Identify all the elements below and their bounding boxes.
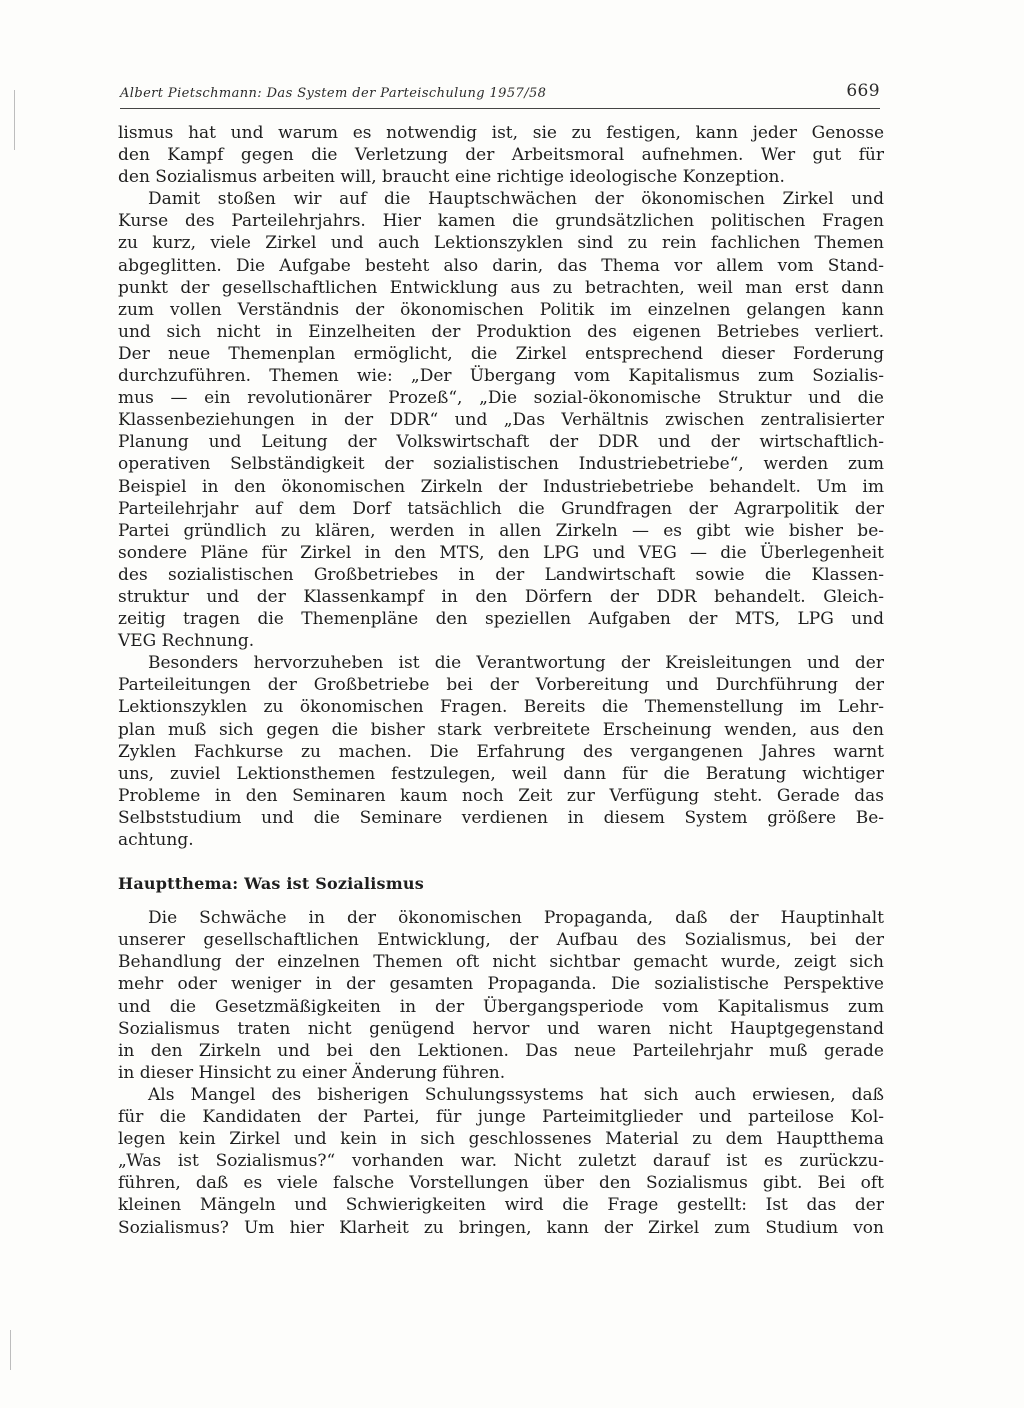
paragraph (118, 652, 884, 851)
running-title: Albert Pietschmann: Das System der Parteischulung 1957/58 (120, 86, 547, 101)
text-line: Klassenbeziehungen in der DDR“ und „Das Verhältnis zwischen zentralisierter (118, 410, 884, 431)
text-line: punkt der gesellschaftlichen Entwicklung aus zu betrachten, weil man erst dann (118, 277, 884, 298)
text-line: Kurse des Parteilehrjahrs. Hier kamen die grundsätzlichen politischen Fragen (118, 211, 884, 232)
text-line: in dieser Hinsicht zu einer Änderung führen. (118, 1062, 506, 1083)
running-header (120, 81, 880, 108)
text-line: uns, zuviel Lektionsthemen festzulegen, weil dann für die Beratung wichtiger (118, 763, 884, 784)
text-line: sondere Pläne für Zirkel in den MTS, den LPG und VEG — die Überlegenheit (118, 542, 884, 563)
text-line: Probleme in den Seminaren kaum noch Zeit zur Verfügung steht. Gerade das (118, 785, 884, 806)
text-line: zeitig tragen die Themenpläne den speziellen Aufgaben der MTS, LPG und (118, 609, 884, 630)
text-line: des sozialistischen Großbetriebes in der Landwirtschaft sowie die Klassen- (118, 564, 884, 585)
text-line: mus — ein revolutionärer Prozeß“, „Die sozial-ökonomische Struktur und die (118, 388, 884, 409)
text-line: Sozialismus traten nicht genügend hervor und waren nicht Hauptgegenstand (118, 1018, 884, 1039)
text-line: Partei gründlich zu klären, werden in allen Zirkeln — es gibt wie bisher be- (118, 520, 884, 541)
text-line: Parteileitungen der Großbetriebe bei der Vorbereitung und Durchführung der (118, 675, 884, 696)
text-line: abgeglitten. Die Aufgabe besteht also darin, das Thema vor allem vom Stand- (118, 255, 884, 276)
text-line: Behandlung der einzelnen Themen oft nicht sichtbar gemacht wurde, zeigt sich (118, 952, 884, 973)
text-line: Als Mangel des bisherigen Schulungssystems hat sich auch erwiesen, daß (148, 1084, 884, 1105)
page-number: 669 (846, 81, 880, 101)
text-line: Damit stoßen wir auf die Hauptschwächen der ökonomischen Zirkel und (148, 189, 884, 210)
text-line: lismus hat und warum es notwendig ist, sie zu festigen, kann jeder Genosse (118, 123, 884, 143)
paragraph (118, 122, 884, 188)
text-line: unserer gesellschaftlichen Entwicklung, der Aufbau des Sozialismus, bei der (118, 930, 884, 951)
text-line: zum vollen Verständnis der ökonomischen Politik im einzelnen gelangen kann (118, 299, 884, 320)
scan-margin-mark (10, 1330, 11, 1370)
text-line: den Sozialismus arbeiten will, braucht eine richtige ideologische Konzeption. (118, 167, 785, 188)
paragraph (118, 907, 884, 1084)
paragraph (118, 1084, 884, 1239)
text-line: und die Gesetzmäßigkeiten in der Übergangsperiode vom Kapitalismus zum (118, 996, 884, 1017)
text-line: Selbststudium und die Seminare verdienen in diesem System größere Be- (118, 807, 884, 828)
text-line: kleinen Mängeln und Schwierigkeiten wird die Frage gestellt: Ist das der (118, 1195, 884, 1216)
text-line: Parteilehrjahr auf dem Dorf tatsächlich die Grundfragen der Agrarpolitik der (118, 498, 884, 519)
text-line: den Kampf gegen die Verletzung der Arbeitsmoral aufnehmen. Wer gut für (118, 145, 884, 166)
text-line: Der neue Themenplan ermöglicht, die Zirkel entsprechend dieser Forderung (118, 343, 884, 364)
text-line: Die Schwäche in der ökonomischen Propaganda, daß der Hauptinhalt (148, 908, 884, 929)
text-line: mehr oder weniger in der gesamten Propaganda. Die sozialistische Perspektive (118, 974, 884, 995)
text-line: durchzuführen. Themen wie: „Der Übergang vom Kapitalismus zum Sozialis- (118, 366, 884, 387)
text-line: in den Zirkeln und bei den Lektionen. Das neue Parteilehrjahr muß gerade (118, 1040, 884, 1061)
text-line: operativen Selbständigkeit der sozialistischen Industriebetriebe“, werden zum (118, 454, 884, 475)
text-line: und sich nicht in Einzelheiten der Produktion des eigenen Betriebes verliert. (118, 321, 884, 342)
text-line: Lektionszyklen zu ökonomischen Fragen. Bereits die Themenstellung im Lehr- (118, 697, 884, 718)
text-line: VEG Rechnung. (118, 631, 255, 652)
text-line: legen kein Zirkel und kein in sich geschlossenes Material zu dem Hauptthema (118, 1129, 884, 1150)
header-rule (120, 108, 880, 109)
text-line: Beispiel in den ökonomischen Zirkeln der Industriebetriebe behandelt. Um im (118, 476, 884, 497)
heading-spacer (118, 895, 884, 907)
text-line: Zyklen Fachkurse zu machen. Die Erfahrung des vergangenen Jahres warnt (118, 741, 884, 762)
text-line: für die Kandidaten der Partei, für junge Parteimitglieder und parteilose Kol- (118, 1107, 884, 1128)
text-line: „Was ist Sozialismus?“ vorhanden war. Nicht zuletzt darauf ist es zurückzu- (118, 1151, 884, 1172)
section-heading: Hauptthema: Was ist Sozialismus (118, 874, 424, 894)
text-line: plan muß sich gegen die bisher stark verbreitete Erscheinung wenden, aus den (118, 719, 884, 740)
text-line: struktur und der Klassenkampf in den Dörfern der DDR behandelt. Gleich- (118, 586, 884, 607)
text-line: achtung. (118, 830, 194, 850)
text-line: führen, daß es viele falsche Vorstellungen über den Sozialismus gibt. Bei oft (118, 1173, 884, 1194)
text-line: Sozialismus? Um hier Klarheit zu bringen, kann der Zirkel zum Studium von (118, 1217, 884, 1238)
scan-margin-mark (14, 90, 15, 150)
text-line: zu kurz, viele Zirkel und auch Lektionszyklen sind zu rein fachlichen Themen (118, 233, 884, 254)
article-body (118, 122, 884, 1239)
text-line: Planung und Leitung der Volkswirtschaft der DDR und der wirtschaftlich- (118, 432, 884, 453)
text-line: Besonders hervorzuheben ist die Verantwortung der Kreisleitungen und der (148, 653, 884, 674)
paragraph (118, 188, 884, 652)
section-spacer (118, 851, 884, 873)
